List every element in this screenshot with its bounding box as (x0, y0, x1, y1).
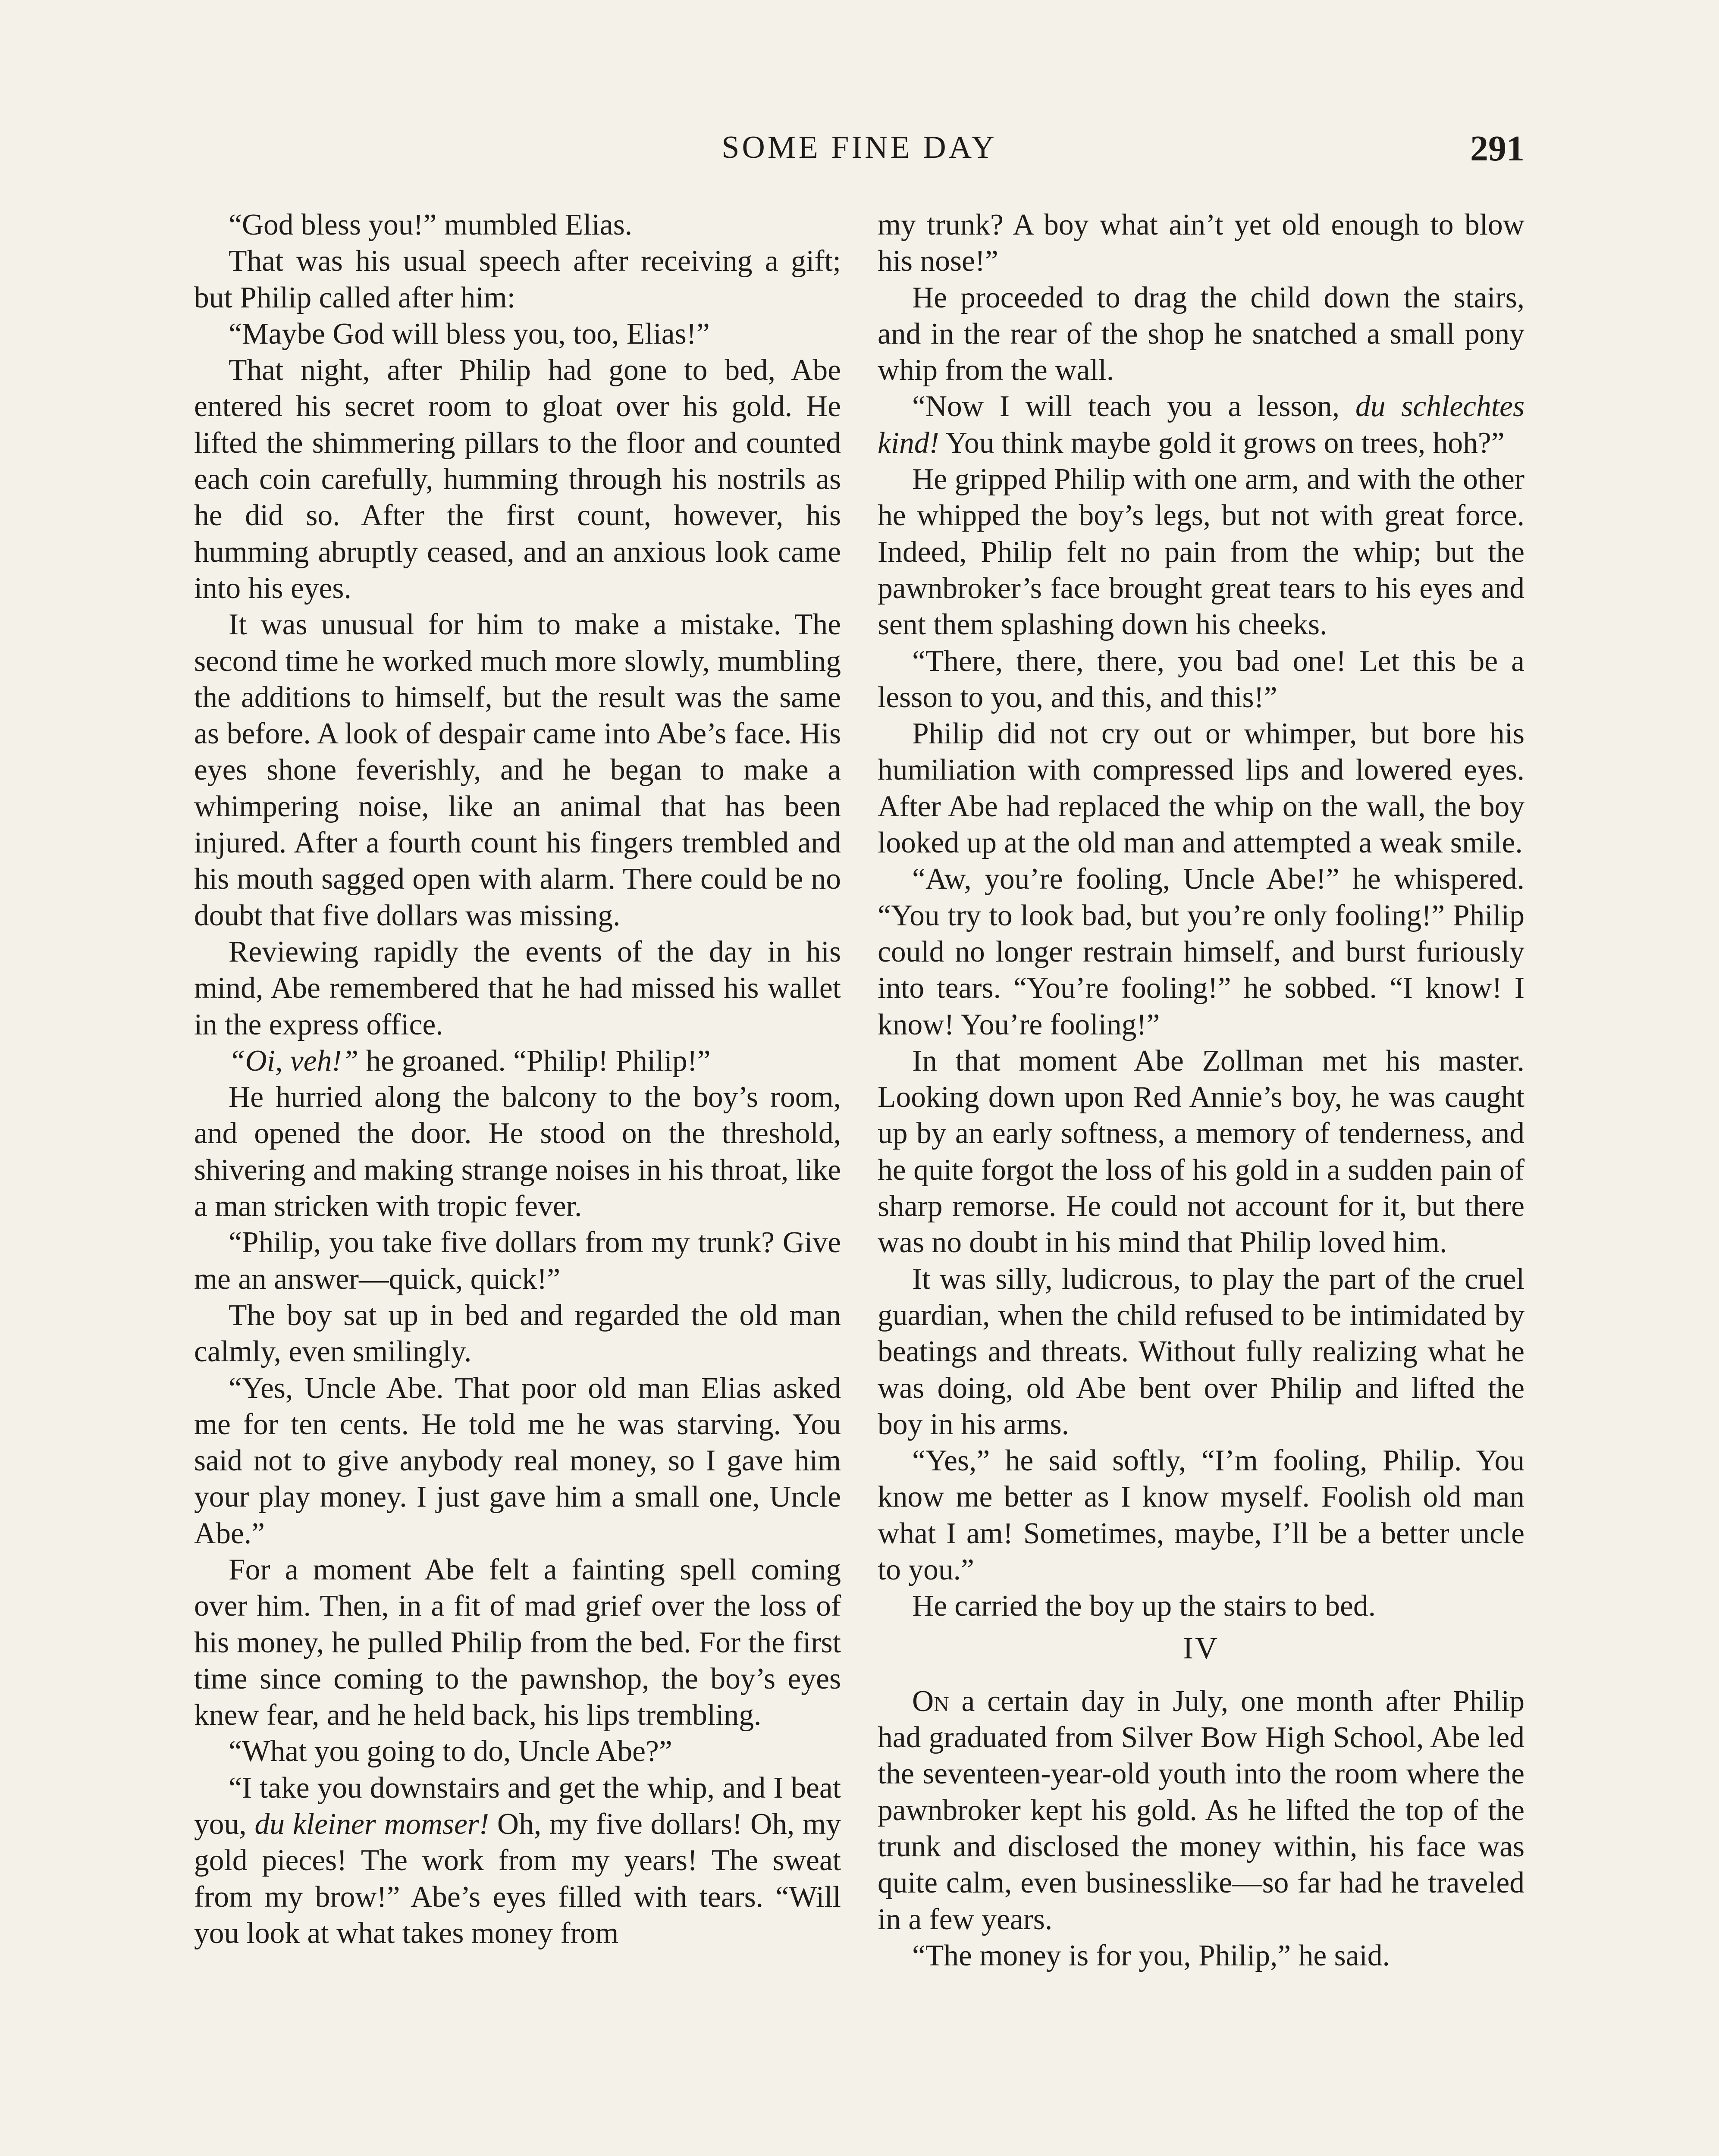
italic-yiddish-phrase: du kleiner momser! (254, 1808, 489, 1841)
page-number: 291 (1470, 128, 1525, 169)
page-header (194, 129, 1525, 177)
paragraph: “Philip, you take five dollars from my trunk? Give me an answer—quick, quick!” (194, 1226, 841, 1296)
paragraph: “There, there, there, you bad one! Let this be a lesson to you, and this, and this!” (878, 644, 1525, 714)
paragraph-text: “I take you downstairs and get the whip, and I beat you, (194, 1771, 841, 1841)
paragraph: It was silly, ludicrous, to play the part of the cruel guardian, when the child refused to be intimidated by beatings and threats. Without fully realizing what he was doing, old Abe bent over Philip and lifted the boy in his arms. (878, 1262, 1525, 1441)
paragraph: It was unusual for him to make a mistake. The second time he worked much more slowly, mumbling the additions to himself, but the result was the same as before. A look of despair came into Abe’s face. His eyes shone feverishly, and he began to make a whimpering noise, like an animal that has been injured. After a fourth count his fingers trembled and his mouth sagged open with alarm. There could be no doubt that five dollars was missing. (194, 608, 841, 932)
paragraph: “Maybe God will bless you, too, Elias!” (229, 317, 710, 351)
section-heading: IV (1183, 1630, 1219, 1665)
right-column (878, 207, 1525, 1974)
paragraph-continuation: my trunk? A boy what ain’t yet old enough to blow his nose!” (878, 208, 1525, 278)
paragraph: “Yes,” he said softly, “I’m fooling, Philip. You know me better as I know myself. Foolish old man what I am! Sometimes, maybe, I’ll be a better uncle to you.” (878, 1444, 1525, 1586)
paragraph-text: Oh, my five dollars! Oh, my gold pieces! The work from my years! The sweat from my brow!” Abe’s eyes filled with tears. “Will you look at what takes money from (194, 1808, 841, 1950)
paragraph: For a moment Abe felt a fainting spell coming over him. Then, in a fit of mad grief over the loss of his money, he pulled Philip from the bed. For the first time since coming to the pawnshop, the boy’s eyes knew fear, and he held back, his lips trembling. (194, 1553, 841, 1732)
paragraph (878, 389, 1525, 461)
paragraph-text: he groaned. “Philip! Philip!” (358, 1044, 711, 1078)
paragraph: Philip did not cry out or whimper, but bore his humiliation with compressed lips and lowered eyes. After Abe had replaced the whip on the wall, the boy looked up at the old man and attempted a weak smile. (878, 717, 1525, 860)
paragraph: “Yes, Uncle Abe. That poor old man Elias asked me for ten cents. He told me he was starving. You said not to give anybody real money, so I gave him your play money. I just gave him a small one, Uncle Abe.” (194, 1371, 841, 1550)
paragraph-text: “Now I will teach you a lesson, (912, 390, 1356, 423)
paragraph (194, 1043, 841, 1079)
paragraph (878, 1683, 1525, 1938)
paragraph: The boy sat up in bed and regarded the old man calmly, even smilingly. (194, 1298, 841, 1369)
paragraph: “The money is for you, Philip,” he said. (912, 1939, 1390, 1972)
running-title: SOME FINE DAY (721, 130, 997, 165)
paragraph: “God bless you!” mumbled Elias. (229, 208, 633, 241)
paragraph: Reviewing rapidly the events of the day in his mind, Abe remembered that he had missed his wallet in the express office. (194, 935, 841, 1041)
paragraph: He carried the boy up the stairs to bed. (912, 1589, 1376, 1623)
paragraph-text: a certain day in July, one month after Philip had graduated from Silver Bow High School, Abe led the seventeen-year-old youth into the room where the pawnbroker kept his gold. As he lifted the top of the trunk and disclosed the money within, his face was quite calm, even businesslike—so far had he traveled in a few years. (878, 1684, 1525, 1936)
paragraph: That was his usual speech after receiving a gift; but Philip called after him: (194, 244, 841, 314)
paragraph: In that moment Abe Zollman met his master. Looking down upon Red Annie’s boy, he was caught up by an early softness, a memory of tenderness, and he quite forgot the loss of his gold in a sudden pain of sharp remorse. He could not account for it, but there was no doubt in his mind that Philip loved him. (878, 1044, 1525, 1260)
paragraph: That night, after Philip had gone to bed, Abe entered his secret room to gloat over his gold. He lifted the shimmering pillars to the floor and counted each coin carefully, humming through his nostrils as he did so. After the first count, however, his humming abruptly ceased, and an anxious look came into his eyes. (194, 354, 841, 605)
paragraph: “What you going to do, Uncle Abe?” (229, 1735, 672, 1768)
italic-yiddish-phrase: du schlechtes kind! (878, 390, 1525, 460)
paragraph: “Aw, you’re fooling, Uncle Abe!” he whispered. “You try to look bad, but you’re only fooling!” Philip could no longer restrain himself, and burst furiously into tears. “You’re fooling!” he sobbed. “I know! I know! You’re fooling!” (878, 862, 1525, 1041)
paragraph-text: You think maybe gold it grows on trees, hoh?” (939, 426, 1505, 460)
italic-yiddish-phrase: “Oi, veh!” (229, 1044, 359, 1078)
paragraph (194, 1770, 841, 1952)
left-column (194, 207, 841, 1952)
paragraph: He gripped Philip with one arm, and with the other he whipped the boy’s legs, but not with great force. Indeed, Philip felt no pain from the whip; but the pawnbroker’s face brought great tears to his eyes and sent them splashing down his cheeks. (878, 463, 1525, 642)
small-caps-lead-in: On (912, 1684, 949, 1718)
paragraph: He hurried along the balcony to the boy’s room, and opened the door. He stood on the threshold, shivering and making strange noises in his throat, like a man stricken with tropic fever. (194, 1081, 841, 1223)
paragraph: He proceeded to drag the child down the stairs, and in the rear of the shop he snatched a small pony whip from the wall. (878, 281, 1525, 387)
